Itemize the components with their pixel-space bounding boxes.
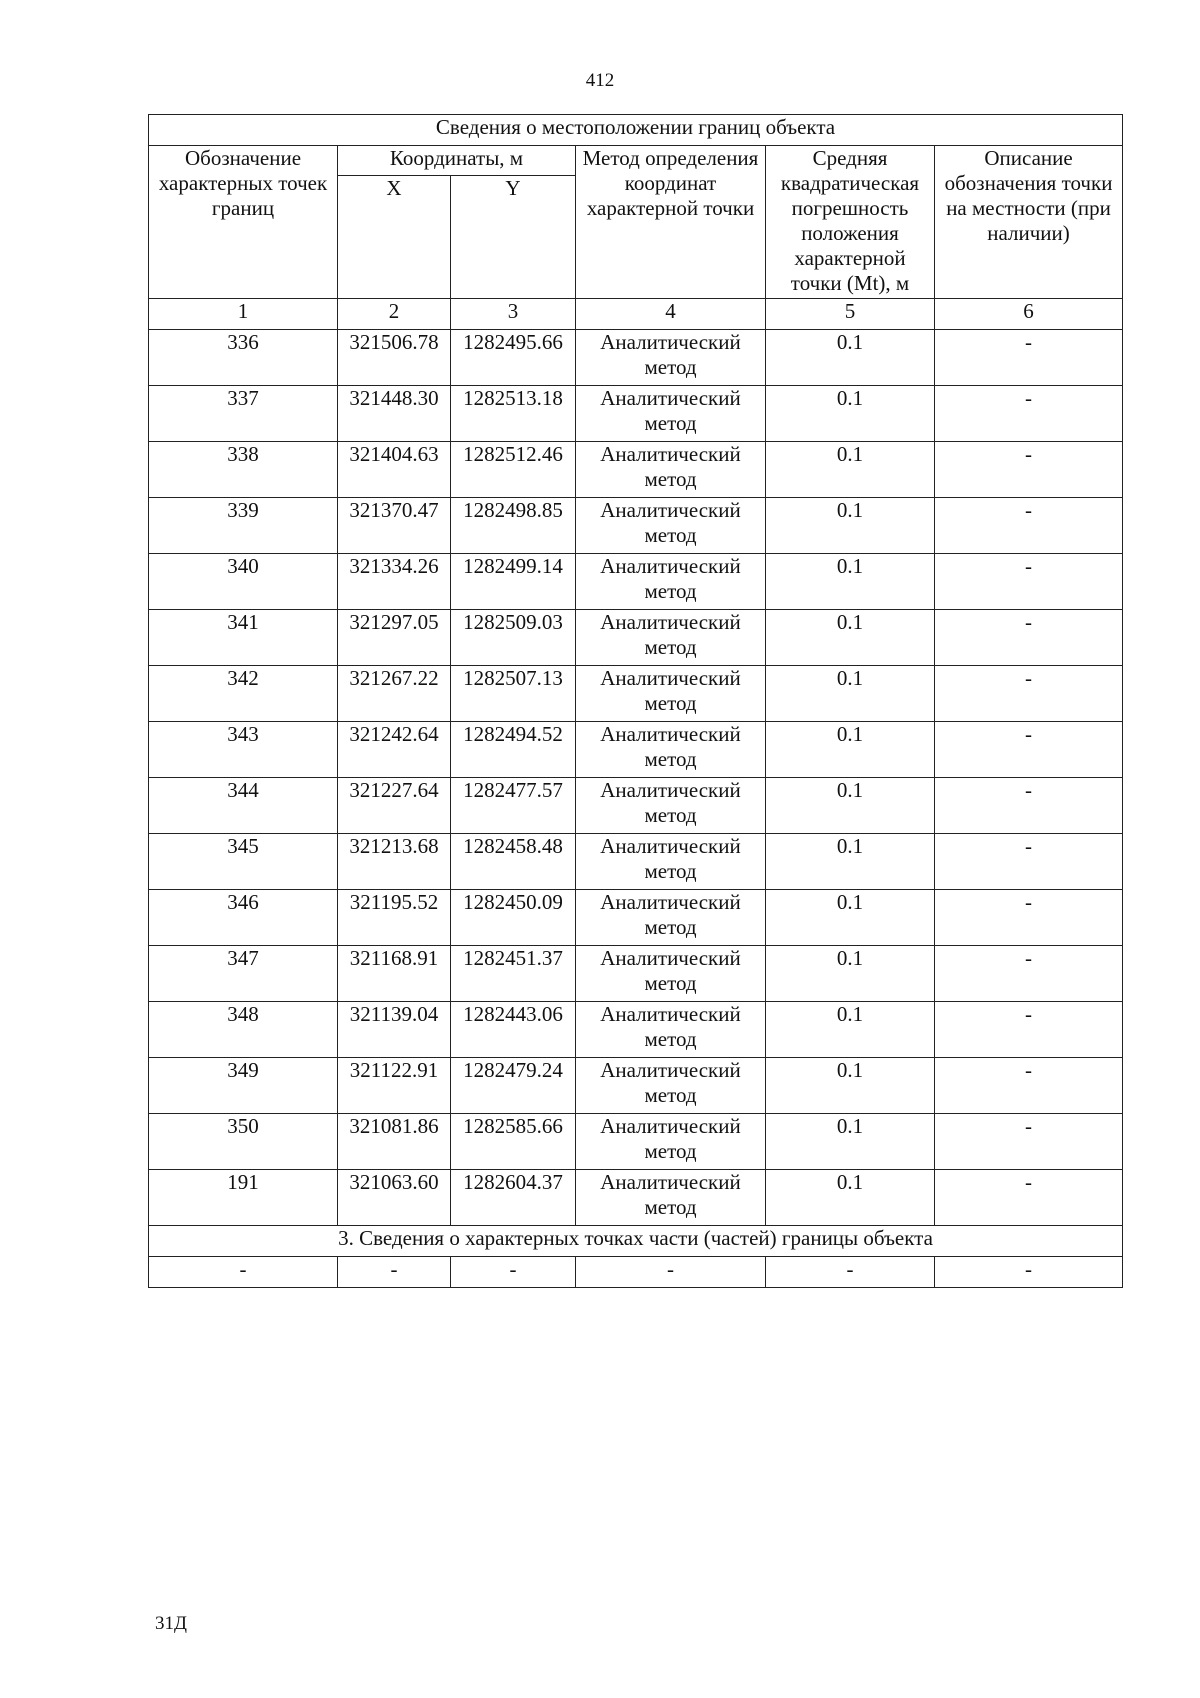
point-cell: 344 — [149, 778, 338, 834]
table-row — [149, 1114, 1123, 1170]
y-coordinate-cell: 1282495.66 — [451, 330, 576, 386]
boundary-points-table — [148, 114, 1123, 1288]
y-coordinate-cell: 1282479.24 — [451, 1058, 576, 1114]
table-row — [149, 778, 1123, 834]
page-number: 412 — [585, 70, 615, 91]
section3-cell: - — [149, 1257, 338, 1288]
y-coordinate-cell: 1282585.66 — [451, 1114, 576, 1170]
description-cell: - — [935, 778, 1123, 834]
header-point: Обозначение характерных точек границ — [149, 146, 338, 299]
method-cell: Аналитический метод — [576, 610, 766, 666]
point-cell: 336 — [149, 330, 338, 386]
error-cell: 0.1 — [766, 666, 935, 722]
method-cell: Аналитический метод — [576, 442, 766, 498]
error-cell: 0.1 — [766, 1058, 935, 1114]
x-coordinate-cell: 321063.60 — [338, 1170, 451, 1226]
table-row — [149, 946, 1123, 1002]
table-row — [149, 890, 1123, 946]
method-cell: Аналитический метод — [576, 834, 766, 890]
header-x: X — [338, 176, 451, 299]
method-cell: Аналитический метод — [576, 946, 766, 1002]
x-coordinate-cell: 321168.91 — [338, 946, 451, 1002]
point-cell: 338 — [149, 442, 338, 498]
point-cell: 348 — [149, 1002, 338, 1058]
error-cell: 0.1 — [766, 442, 935, 498]
method-cell: Аналитический метод — [576, 554, 766, 610]
column-number: 6 — [935, 299, 1123, 330]
y-coordinate-cell: 1282499.14 — [451, 554, 576, 610]
section3-title: 3. Сведения о характерных точках части (частей) границы объекта — [149, 1226, 1123, 1257]
description-cell: - — [935, 890, 1123, 946]
point-cell: 191 — [149, 1170, 338, 1226]
description-cell: - — [935, 1114, 1123, 1170]
y-coordinate-cell: 1282477.57 — [451, 778, 576, 834]
error-cell: 0.1 — [766, 778, 935, 834]
column-number: 2 — [338, 299, 451, 330]
y-coordinate-cell: 1282458.48 — [451, 834, 576, 890]
error-cell: 0.1 — [766, 1114, 935, 1170]
method-cell: Аналитический метод — [576, 386, 766, 442]
description-cell: - — [935, 1058, 1123, 1114]
point-cell: 347 — [149, 946, 338, 1002]
method-cell: Аналитический метод — [576, 1058, 766, 1114]
point-cell: 349 — [149, 1058, 338, 1114]
x-coordinate-cell: 321242.64 — [338, 722, 451, 778]
method-cell: Аналитический метод — [576, 778, 766, 834]
y-coordinate-cell: 1282443.06 — [451, 1002, 576, 1058]
error-cell: 0.1 — [766, 610, 935, 666]
point-cell: 343 — [149, 722, 338, 778]
x-coordinate-cell: 321213.68 — [338, 834, 451, 890]
point-cell: 346 — [149, 890, 338, 946]
x-coordinate-cell: 321139.04 — [338, 1002, 451, 1058]
column-number-row — [149, 299, 1123, 330]
table-row — [149, 330, 1123, 386]
method-cell: Аналитический метод — [576, 330, 766, 386]
description-cell: - — [935, 498, 1123, 554]
error-cell: 0.1 — [766, 330, 935, 386]
column-number: 5 — [766, 299, 935, 330]
x-coordinate-cell: 321334.26 — [338, 554, 451, 610]
description-cell: - — [935, 834, 1123, 890]
x-coordinate-cell: 321195.52 — [338, 890, 451, 946]
point-cell: 337 — [149, 386, 338, 442]
column-number: 4 — [576, 299, 766, 330]
x-coordinate-cell: 321081.86 — [338, 1114, 451, 1170]
header-method: Метод определения координат характерной точки — [576, 146, 766, 299]
table-row — [149, 834, 1123, 890]
description-cell: - — [935, 1002, 1123, 1058]
description-cell: - — [935, 610, 1123, 666]
table-row — [149, 1058, 1123, 1114]
x-coordinate-cell: 321297.05 — [338, 610, 451, 666]
section3-cell: - — [338, 1257, 451, 1288]
x-coordinate-cell: 321506.78 — [338, 330, 451, 386]
table-row — [149, 554, 1123, 610]
table-row — [149, 498, 1123, 554]
method-cell: Аналитический метод — [576, 890, 766, 946]
y-coordinate-cell: 1282507.13 — [451, 666, 576, 722]
description-cell: - — [935, 386, 1123, 442]
y-coordinate-cell: 1282451.37 — [451, 946, 576, 1002]
error-cell: 0.1 — [766, 1002, 935, 1058]
table-row — [149, 386, 1123, 442]
error-cell: 0.1 — [766, 890, 935, 946]
error-cell: 0.1 — [766, 834, 935, 890]
y-coordinate-cell: 1282604.37 — [451, 1170, 576, 1226]
table-title: Сведения о местоположении границ объекта — [149, 115, 1123, 146]
header-coords: Координаты, м — [338, 146, 576, 176]
point-cell: 345 — [149, 834, 338, 890]
method-cell: Аналитический метод — [576, 722, 766, 778]
x-coordinate-cell: 321122.91 — [338, 1058, 451, 1114]
point-cell: 341 — [149, 610, 338, 666]
error-cell: 0.1 — [766, 498, 935, 554]
error-cell: 0.1 — [766, 386, 935, 442]
description-cell: - — [935, 946, 1123, 1002]
column-number: 3 — [451, 299, 576, 330]
description-cell: - — [935, 666, 1123, 722]
x-coordinate-cell: 321370.47 — [338, 498, 451, 554]
section3-cell: - — [451, 1257, 576, 1288]
point-cell: 340 — [149, 554, 338, 610]
y-coordinate-cell: 1282513.18 — [451, 386, 576, 442]
method-cell: Аналитический метод — [576, 498, 766, 554]
point-cell: 342 — [149, 666, 338, 722]
description-cell: - — [935, 442, 1123, 498]
method-cell: Аналитический метод — [576, 1114, 766, 1170]
description-cell: - — [935, 330, 1123, 386]
method-cell: Аналитический метод — [576, 1002, 766, 1058]
table-row — [149, 1002, 1123, 1058]
footer-code: 31Д — [155, 1613, 187, 1634]
x-coordinate-cell: 321404.63 — [338, 442, 451, 498]
y-coordinate-cell: 1282509.03 — [451, 610, 576, 666]
error-cell: 0.1 — [766, 554, 935, 610]
y-coordinate-cell: 1282512.46 — [451, 442, 576, 498]
table-row — [149, 610, 1123, 666]
point-cell: 339 — [149, 498, 338, 554]
x-coordinate-cell: 321267.22 — [338, 666, 451, 722]
section3-cell: - — [935, 1257, 1123, 1288]
error-cell: 0.1 — [766, 1170, 935, 1226]
table-row — [149, 442, 1123, 498]
x-coordinate-cell: 321227.64 — [338, 778, 451, 834]
header-description: Описание обозначения точки на местности (при наличии) — [935, 146, 1123, 299]
error-cell: 0.1 — [766, 722, 935, 778]
error-cell: 0.1 — [766, 946, 935, 1002]
header-error: Средняя квадратическая погрешность положения характерной точки (Mt), м — [766, 146, 935, 299]
section3-cell: - — [576, 1257, 766, 1288]
header-y: Y — [451, 176, 576, 299]
table-row — [149, 1170, 1123, 1226]
y-coordinate-cell: 1282494.52 — [451, 722, 576, 778]
x-coordinate-cell: 321448.30 — [338, 386, 451, 442]
description-cell: - — [935, 1170, 1123, 1226]
table-row — [149, 722, 1123, 778]
column-number: 1 — [149, 299, 338, 330]
section3-cell: - — [766, 1257, 935, 1288]
method-cell: Аналитический метод — [576, 1170, 766, 1226]
y-coordinate-cell: 1282450.09 — [451, 890, 576, 946]
point-cell: 350 — [149, 1114, 338, 1170]
description-cell: - — [935, 554, 1123, 610]
y-coordinate-cell: 1282498.85 — [451, 498, 576, 554]
description-cell: - — [935, 722, 1123, 778]
method-cell: Аналитический метод — [576, 666, 766, 722]
section3-row — [149, 1257, 1123, 1288]
table-row — [149, 666, 1123, 722]
